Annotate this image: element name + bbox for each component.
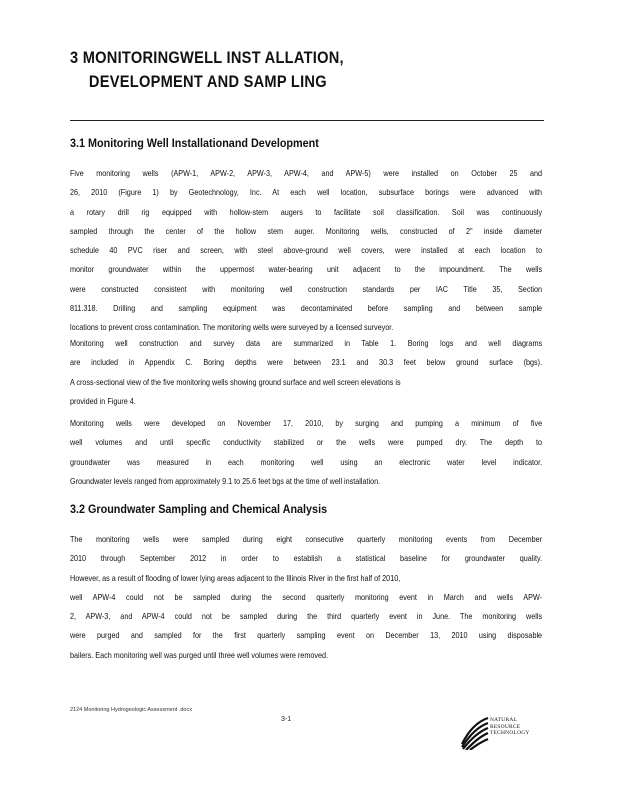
page-number: 3-1 xyxy=(281,716,292,723)
text-line: Five monitoring wells (APW-1, APW-2, APW-3, APW-4, and APW-5) were installed on October 25 and xyxy=(70,168,543,178)
company-logo xyxy=(460,714,544,750)
logo-line: TECHNOLOGY xyxy=(490,730,530,737)
logo-line: RESOURCE xyxy=(490,723,521,730)
section-3-1-heading: 3.1 Monitoring Well Installationand Development xyxy=(70,136,319,150)
text-line: Groundwater levels ranged from approximately 9.1 to 25.6 feet bgs at the time of well installation. xyxy=(70,475,381,486)
text-line: bailers. Each monitoring well was purged until three well volumes were removed. xyxy=(70,649,328,660)
text-line: The monitoring wells were sampled during eight consecutive quarterly monitoring events from December xyxy=(70,534,543,544)
chapter-title-line1: 3 MONITORINGWELL INST ALLATION, xyxy=(70,48,344,67)
text-line: a rotary drill rig equipped with hollow-stem augers to facilitate soil classification. Soil was continuously xyxy=(70,206,543,217)
text-line: were purged and sampled for the first quarterly sampling event on December 13, 2010 using disposable xyxy=(70,630,543,641)
section-3-1-paragraph-2 xyxy=(70,334,542,411)
logo-wordmark xyxy=(490,717,530,737)
text-line: 811.318. Drilling and sampling equipment was decontaminated before sampling and between sample xyxy=(70,303,543,314)
text-line: A cross-sectional view of the five monitoring wells showing ground surface and well screen elevations is xyxy=(70,376,401,387)
text-line: However, as a result of flooding of lower lying areas adjacent to the Illinois River in the first half of 2010, xyxy=(70,572,401,583)
section-3-1-paragraph-3 xyxy=(70,414,542,491)
text-line: groundwater was measured in each monitoring well using an electronic water level indicator. xyxy=(70,456,543,467)
text-line: Monitoring wells were developed on November 17, 2010, by surging and pumping a minimum of five xyxy=(70,418,543,428)
text-line: locations to prevent cross contamination. The monitoring wells were surveyed by a licensed surveyor. xyxy=(70,322,394,333)
text-line: sampled through the center of the hollow stem auger. Monitoring wells, constructed of 2" inside diameter xyxy=(70,225,543,236)
text-line: Monitoring well construction and survey data are summarized in Table 1. Boring logs and well diagrams xyxy=(70,338,543,348)
text-line: well volumes and until specific conductivity stabilized or the wells were pumped dry. The depth to xyxy=(70,437,543,448)
text-line: are included in Appendix C. Boring depths were between 23.1 and 30.3 feet below ground surface (bgs). xyxy=(70,357,543,368)
header-divider xyxy=(70,120,544,121)
text-line: 26, 2010 (Figure 1) by Geotechnology, Inc. At each well location, subsurface borings were advanced with xyxy=(70,187,543,198)
text-line: 2010 through September 2012 in order to establish a statistical baseline for groundwater quality. xyxy=(70,553,543,564)
logo-line: NATURAL xyxy=(490,717,518,723)
text-line: were constructed consistent with monitoring well construction standards per IAC Title 35, Section xyxy=(70,283,543,294)
section-3-1-paragraph-1 xyxy=(70,164,542,338)
text-line: provided in Figure 4. xyxy=(70,395,136,406)
text-line: well APW-4 could not be sampled during the second quarterly monitoring event in March and wells APW- xyxy=(70,591,543,602)
footer-filename: 2124 Monitoring Hydrogeologic Assessment .docx xyxy=(70,707,192,713)
section-3-2-heading: 3.2 Groundwater Sampling and Chemical Analysis xyxy=(70,502,328,516)
wave-logo-icon xyxy=(460,714,490,750)
text-line: schedule 40 PVC riser and screen, with steel above-ground well covers, were installed at each location to xyxy=(70,245,543,256)
text-line: monitor groundwater within the uppermost water-bearing unit adjacent to the impoundment. The wells xyxy=(70,264,543,275)
text-line: 2, APW-3, and APW-4 could not be sampled during the third quarterly event in June. The monitoring wells xyxy=(70,611,543,622)
chapter-title xyxy=(70,46,483,94)
section-3-2-paragraph-1 xyxy=(70,530,542,665)
chapter-title-line2: DEVELOPMENT AND SAMP LING xyxy=(88,72,327,91)
